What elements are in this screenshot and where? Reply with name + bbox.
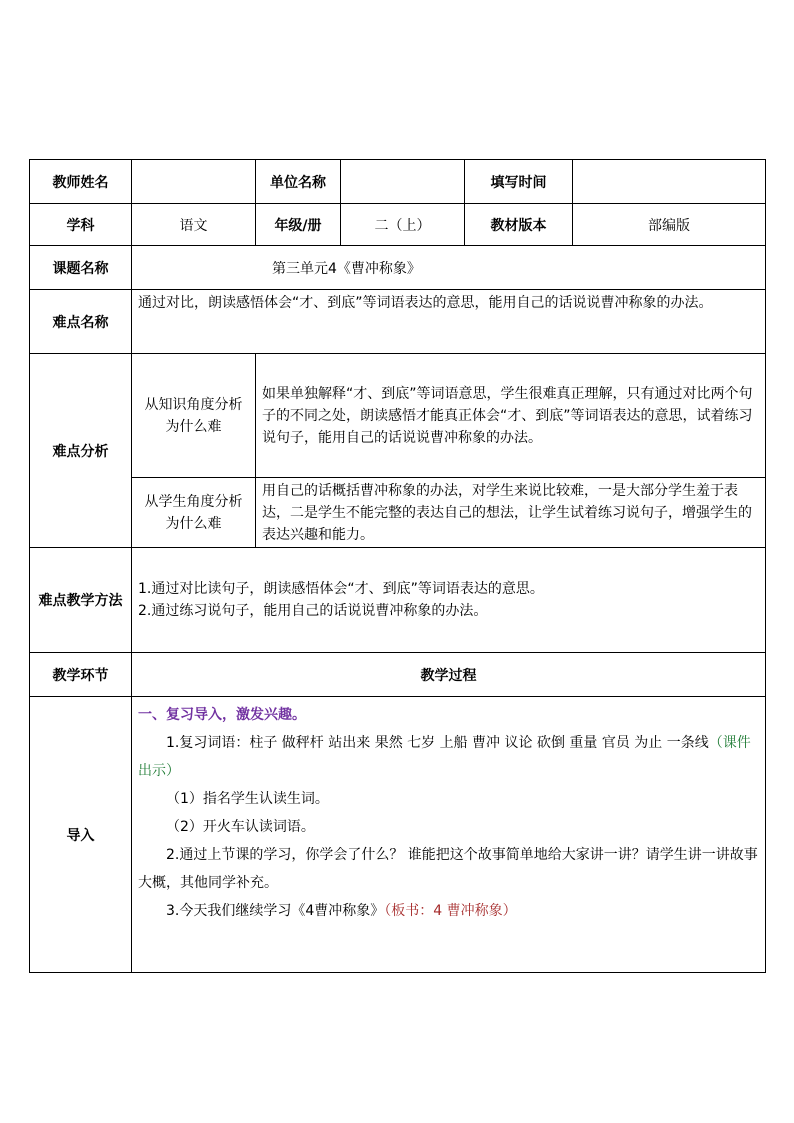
review-words-text: 1.复习词语：柱子 做秤杆 站出来 果然 七岁 上船 曹冲 议论 砍倒 重量 官员 为止 一条线 bbox=[166, 735, 709, 751]
method-label: 难点教学方法 bbox=[30, 548, 132, 653]
grade-label: 年级/册 bbox=[256, 204, 341, 246]
knowledge-analysis-label: 从知识角度分析为什么难 bbox=[132, 354, 256, 478]
row-intro bbox=[30, 697, 766, 973]
topic-value: 第三单元4《曹冲称象》 bbox=[132, 246, 766, 290]
step-train-reading: （2）开火车认读词语。 bbox=[166, 819, 315, 835]
student-analysis-value: 用自己的话概括曹冲称象的办法，对学生来说比较难，一是大部分学生羞于表达，二是学生不能完整的表达自己的想法，让学生试着练习说句子，增强学生的表达兴趣和能力。 bbox=[256, 478, 766, 548]
lesson-plan-table bbox=[29, 159, 766, 973]
unit-name-label: 单位名称 bbox=[256, 160, 341, 204]
row-process-header bbox=[30, 653, 766, 697]
row-analysis-knowledge bbox=[30, 354, 766, 478]
analysis-label: 难点分析 bbox=[30, 354, 132, 548]
row-difficulty bbox=[30, 290, 766, 354]
fill-date-label: 填写时间 bbox=[465, 160, 573, 204]
student-analysis-label: 从学生角度分析为什么难 bbox=[132, 478, 256, 548]
recall-paragraph: 2.通过上节课的学习，你学会了什么？ 谁能把这个故事简单地给大家讲一讲？请学生讲一讲故事大概，其他同学补充。 bbox=[138, 847, 758, 891]
teacher-name-label: 教师姓名 bbox=[30, 160, 132, 204]
method-item: 2.通过练习说句子，能用自己的话说说曹冲称象的办法。 bbox=[138, 603, 488, 619]
courseware-note: （课件出示） bbox=[138, 735, 751, 779]
intro-process-content bbox=[132, 697, 766, 973]
subject-label: 学科 bbox=[30, 204, 132, 246]
method-content bbox=[132, 548, 766, 653]
step-read-words: （1）指名学生认读生词。 bbox=[166, 791, 329, 807]
today-text: 3.今天我们继续学习《4曹冲称象》 bbox=[166, 903, 385, 919]
blackboard-note: （板书：4 曹冲称象） bbox=[384, 903, 517, 919]
topic-label: 课题名称 bbox=[30, 246, 132, 290]
intro-stage-label: 导入 bbox=[30, 697, 132, 973]
row-topic bbox=[30, 246, 766, 290]
teacher-name-value bbox=[132, 160, 256, 204]
row-subject-info bbox=[30, 204, 766, 246]
fill-date-value bbox=[573, 160, 766, 204]
difficulty-label: 难点名称 bbox=[30, 290, 132, 354]
unit-name-value bbox=[341, 160, 465, 204]
row-analysis-student bbox=[30, 478, 766, 548]
row-method bbox=[30, 548, 766, 653]
grade-value: 二（上） bbox=[341, 204, 465, 246]
process-header: 教学过程 bbox=[132, 653, 766, 697]
edition-label: 教材版本 bbox=[465, 204, 573, 246]
difficulty-value: 通过对比，朗读感悟体会“才、到底”等词语表达的意思，能用自己的话说说曹冲称象的办法。 bbox=[132, 290, 766, 354]
subject-value: 语文 bbox=[132, 204, 256, 246]
row-header-info bbox=[30, 160, 766, 204]
knowledge-analysis-value: 如果单独解释“才、到底”等词语意思，学生很难真正理解，只有通过对比两个句子的不同之处，朗读感悟才能真正体会“才、到底”等词语表达的意思，试着练习说句子，能用自己的话说说曹冲称象的办法。 bbox=[256, 354, 766, 478]
edition-value: 部编版 bbox=[573, 204, 766, 246]
stage-header: 教学环节 bbox=[30, 653, 132, 697]
section-title: 一、复习导入，激发兴趣。 bbox=[138, 707, 306, 723]
method-item: 1.通过对比读句子，朗读感悟体会“才、到底”等词语表达的意思。 bbox=[138, 581, 544, 597]
today-paragraph bbox=[138, 897, 759, 925]
review-words-paragraph bbox=[138, 729, 759, 785]
